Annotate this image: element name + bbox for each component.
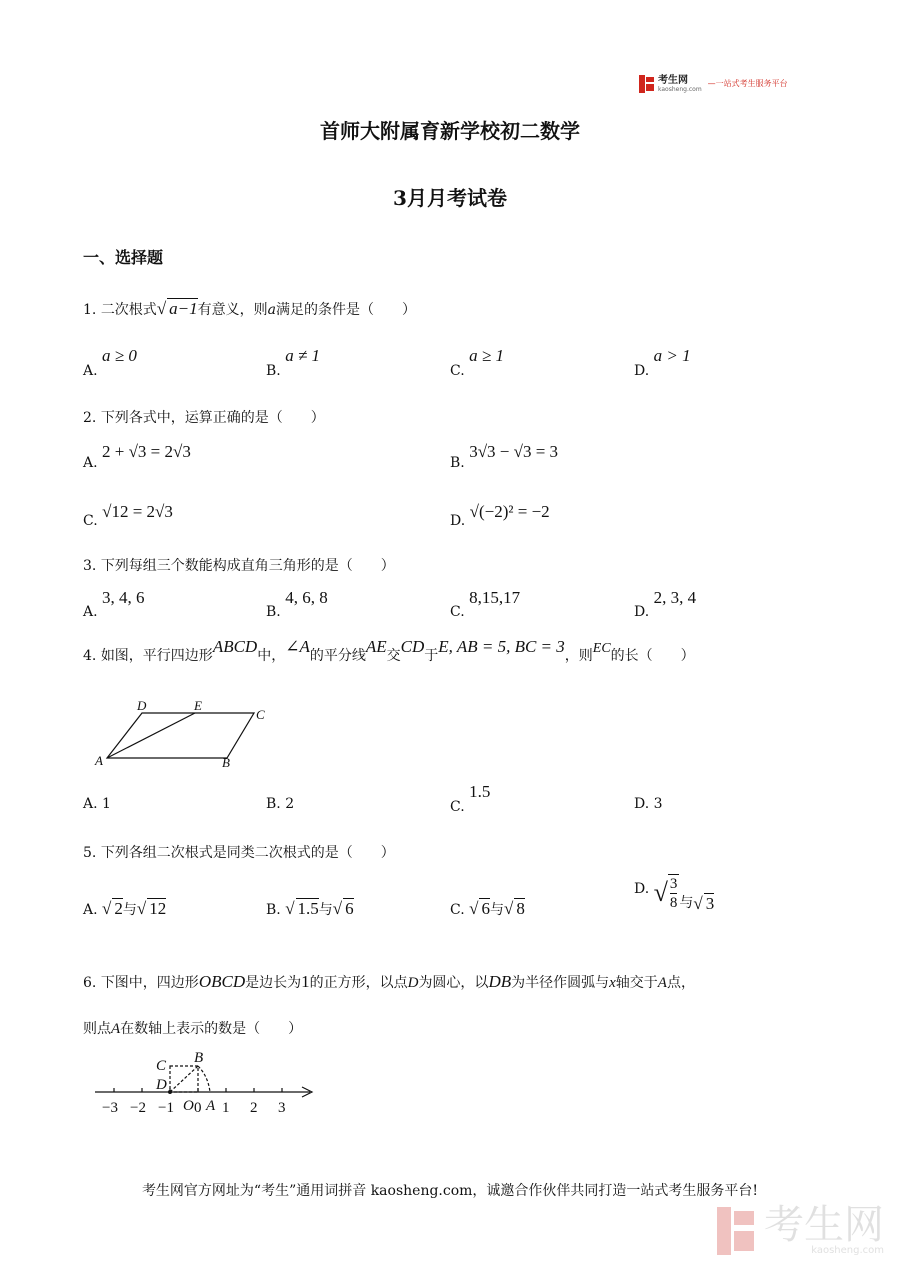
question-4: 4. 如图，平行四边形ABCD中，∠A的平分线AE交CD于E, AB = 5, BC = 3，则EC的长（ ） — [83, 637, 695, 664]
q3-option-d[interactable]: D. 2, 3, 4 — [634, 588, 697, 620]
watermark — [717, 1202, 884, 1256]
question-5: 5. 下列各组二次根式是同类二次根式的是（ ） — [83, 845, 395, 861]
page-subtitle: 3月月考试卷 — [393, 186, 507, 210]
logo-slogan: —一站式考生服务平台 — [707, 79, 788, 88]
q5-option-a[interactable]: A. √ 2与√ 12 — [83, 899, 167, 918]
tick-neg1: −1 — [158, 1100, 174, 1116]
q3-option-b[interactable]: B. 4, 6, 8 — [266, 588, 328, 620]
logo-icon — [639, 75, 655, 93]
logo-name: 考生网 — [658, 75, 688, 86]
q5-option-d[interactable]: D. √ $\frac{3}{8}$ 与√ 3 — [634, 876, 715, 913]
q5-option-c[interactable]: C. √ 6与√ 8 — [450, 899, 525, 918]
question-6: 6. 下图中，四边形OBCD是边长为1的正方形，以点D为圆心，以DB为半径作圆弧与x轴交于A点， — [83, 972, 695, 991]
question-1: 1. 二次根式√ a−1有意义，则a满足的条件是（ ） — [83, 299, 416, 318]
question-3: 3. 下列每组三个数能构成直角三角形的是（ ） — [83, 558, 395, 574]
label-c: C — [156, 1058, 167, 1074]
q2-option-b[interactable]: B. 3√3 − √3 = 3 — [450, 442, 559, 471]
label-c: C — [256, 707, 265, 722]
q3-option-a[interactable]: A. 3, 4, 6 — [83, 588, 145, 620]
number-line-figure — [90, 1046, 320, 1118]
q2-option-d[interactable]: D. √(−2)² = −2 — [450, 502, 550, 529]
label-d: D — [137, 698, 147, 713]
label-a: A — [206, 1098, 216, 1114]
label-o: O — [183, 1098, 194, 1114]
question-2: 2. 下列各式中，运算正确的是（ ） — [83, 410, 325, 426]
header-logo — [639, 73, 788, 94]
label-d: D — [156, 1077, 167, 1093]
parallelogram-figure — [92, 695, 272, 773]
page-title: 首师大附属育新学校初二数学 — [320, 119, 580, 143]
label-b: B — [222, 755, 230, 770]
tick-neg2: −2 — [130, 1100, 146, 1116]
tick-3: 3 — [278, 1100, 286, 1116]
section-heading: 一、选择题 — [83, 248, 164, 267]
q1-option-c[interactable]: C. a ≥ 1 — [450, 346, 504, 379]
arc-ba — [198, 1066, 210, 1092]
tick-1: 1 — [222, 1100, 230, 1116]
tick-0: 0 — [194, 1100, 202, 1116]
q5-option-b[interactable]: B. √ 1.5与√ 6 — [266, 899, 354, 918]
q1-option-a[interactable]: A. a ≥ 0 — [83, 346, 137, 379]
bisector-ae — [107, 713, 195, 758]
diagonal-db — [170, 1066, 198, 1092]
q1-option-b[interactable]: B. a ≠ 1 — [266, 346, 321, 379]
watermark-url: kaosheng.com — [811, 1245, 884, 1256]
footer-text: 考生网官方网址为“考生”通用词拼音 kaosheng.com，诚邀合作伙伴共同打造一站式考生服务平台! — [141, 1183, 759, 1199]
q4-option-a[interactable]: A. 1 — [83, 796, 111, 812]
q3-option-c[interactable]: C. 8,15,17 — [450, 588, 521, 620]
label-e: E — [194, 698, 202, 713]
logo-url: kaosheng.com — [658, 86, 702, 93]
q4-option-c[interactable]: C. 1.5 — [450, 782, 491, 815]
tick-neg3: −3 — [102, 1100, 118, 1116]
point-d — [168, 1090, 172, 1094]
watermark-text: 考生网 — [764, 1202, 884, 1248]
q1-option-d[interactable]: D. a > 1 — [634, 346, 691, 379]
label-b: B — [194, 1050, 204, 1066]
question-6-line2: 则点A在数轴上表示的数是（ ） — [83, 1021, 303, 1037]
q4-option-b[interactable]: B. 2 — [266, 796, 295, 812]
q4-option-d[interactable]: D. 3 — [634, 796, 663, 812]
q2-option-c[interactable]: C. √12 = 2√3 — [83, 502, 173, 529]
q2-option-a[interactable]: A. 2 + √3 = 2√3 — [83, 442, 191, 471]
label-a: A — [95, 753, 103, 768]
tick-2: 2 — [250, 1100, 258, 1116]
